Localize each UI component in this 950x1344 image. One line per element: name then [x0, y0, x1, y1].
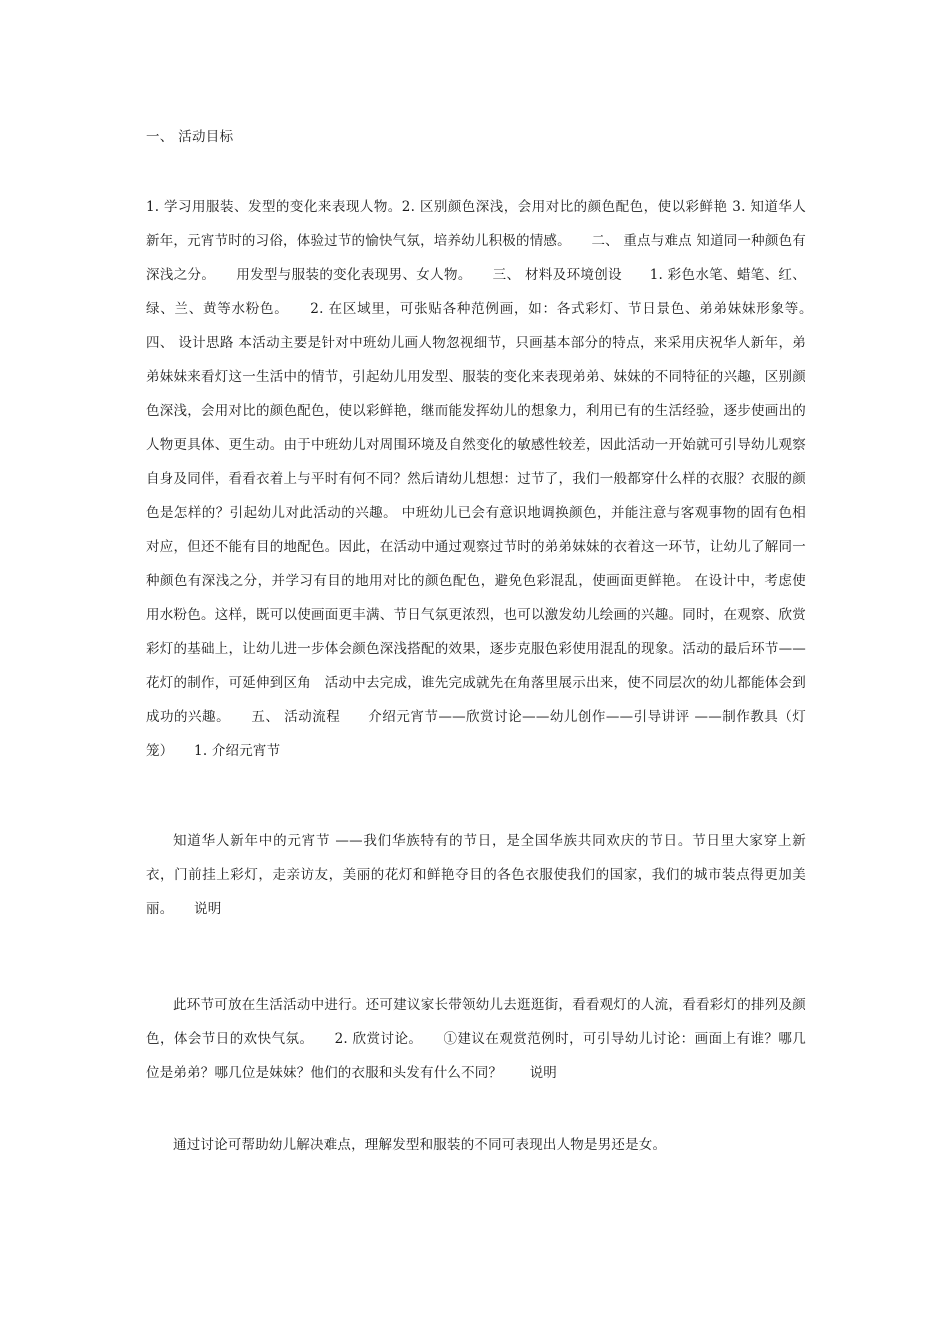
section-heading: 一、 活动目标 — [146, 129, 234, 145]
body-paragraph-4: 通过讨论可帮助幼儿解决难点，理解发型和服装的不同可表现出人物是男还是女。 — [173, 1137, 667, 1153]
body-paragraph-3: 此环节可放在生活活动中进行。还可建议家长带领幼儿去逛逛街，看看观灯的人流，看看彩灯的排列及颜色，体会节日的欢快气氛。 2. 欣赏讨论。 ①建议在观赏范例时，可引导幼儿讨论：画面上有谁？哪几位是弟弟？哪几位是妹妹？他们的衣服和头发有什么不同？ 说明 — [146, 997, 806, 1081]
body-paragraph-2: 知道华人新年中的元宵节 ——我们华族特有的节日，是全国华族共同欢庆的节日。节日里大家穿上新衣，门前挂上彩灯，走亲访友，美丽的花灯和鲜艳夺目的各色衣服使我们的国家，我们的城市装点得更加美丽。 说明 — [146, 833, 806, 917]
body-paragraph-1: 1. 学习用服装、发型的变化来表现人物。2. 区别颜色深浅，会用对比的颜色配色，使以彩鲜艳 3. 知道华人新年，元宵节时的习俗，体验过节的愉快气氛，培养幼儿积极的情感。 二、 重点与难点 知道同一种颜色有深浅之分。 用发型与服装的变化表现男、女人物。 三、 材料及环境创设 1. 彩色水笔、蜡笔、红、绿、兰、黄等水粉色。 2. 在区域里，可张贴各种范例画，如：各式彩灯、节日景色、弟弟妹妹形象等。 四、 设计思路 本活动主要是针对中班幼儿画人物忽视细节，只画基本部分的特点，来采用庆祝华人新年，弟弟妹妹来看灯这一生活中的情节，引起幼儿用发型、服装的变化来表现弟弟、妹妹的不同特征的兴趣，区别颜色深浅，会用对比的颜色配色，使以彩鲜艳，继而能发挥幼儿的想象力，利用已有的生活经验，逐步使画出的人物更具体、更生动。由于中班幼儿对周围环境及自然变化的敏感性较差，因此活动一开始就可引导幼儿观察自身及同伴，看看衣着上与平时有何不同？然后请幼儿想想：过节了，我们一般都穿什么样的衣服？衣服的颜色是怎样的？引起幼儿对此活动的兴趣。 中班幼儿已会有意识地调换颜色，并能注意与客观事物的固有色相对应，但还不能有目的地配色。因此，在活动中通过观察过节时的弟弟妹妹的衣着这一环节，让幼儿了解同一种颜色有深浅之分，并学习有目的地用对比的颜色配色，避免色彩混乱，使画面更鲜艳。 在设计中，考虑使用水粉色。这样，既可以使画面更丰满、节日气氛更浓烈，也可以激发幼儿绘画的兴趣。同时，在观察、欣赏彩灯的基础上，让幼儿进一步体会颜色深浅搭配的效果，逐步克服色彩使用混乱的现象。活动的最后环节——花灯的制作，可延伸到区角 活动中去完成，谁先完成就先在角落里展示出来，使不同层次的幼儿都能体会到成功的兴趣。 五、 活动流程 介绍元宵节——欣赏讨论——幼儿创作——引导讲评 ——制作教具（灯笼） 1. 介绍元宵节 — [146, 199, 834, 759]
